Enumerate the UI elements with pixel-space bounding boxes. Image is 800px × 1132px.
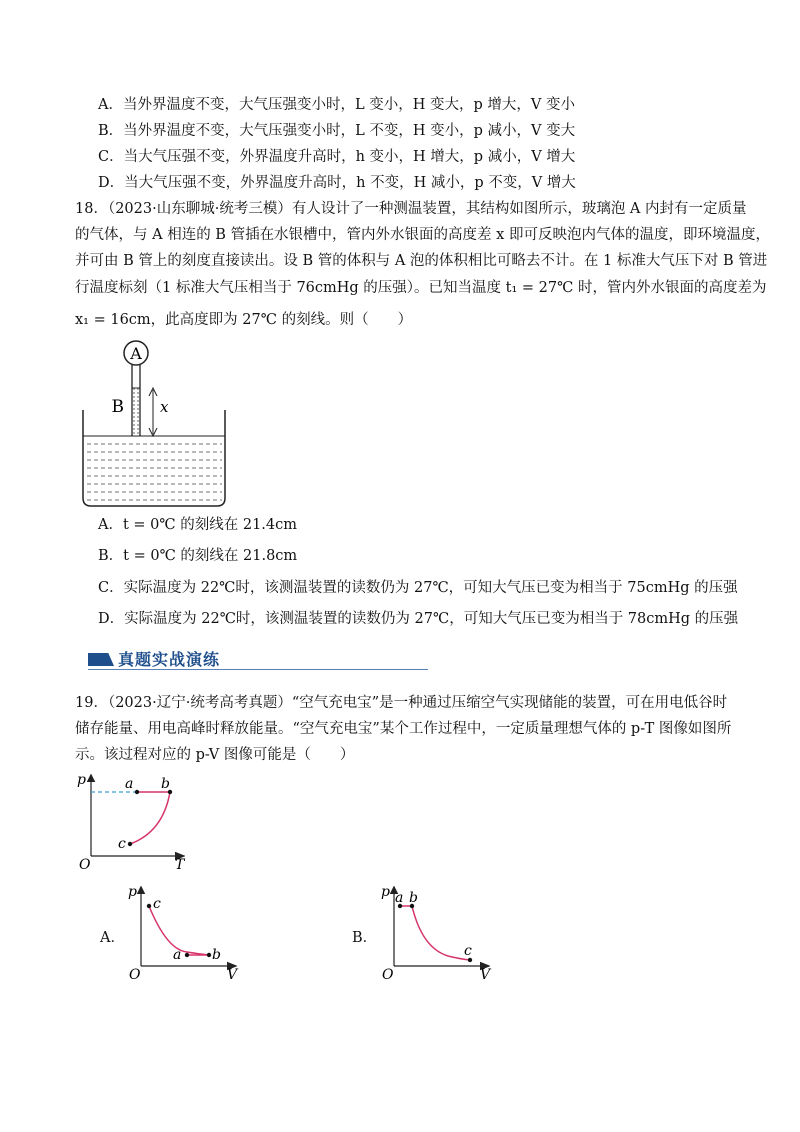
q19-option-a-graph	[125, 882, 245, 982]
q18-option-d: D．实际温度为 22℃时，该测温装置的读数仍为 27℃，可知大气压已变为相当于 78cmHg 的压强	[98, 611, 739, 627]
tube-b-label: B	[111, 397, 124, 417]
q18-stem-line-2: 的气体，与 A 相连的 B 管插在水银槽中，管内外水银面的高度差 x 即可反映泡内气体的温度，即环境温度，	[75, 227, 770, 243]
b-label-c: c	[464, 943, 472, 959]
a-y-label: p	[128, 884, 137, 900]
section-header-rule	[88, 669, 428, 670]
q18-stem-line-3: 并可由 B 管上的刻度直接读出。设 B 管的体积与 A 泡的体积相比可略去不计。在 1 标准大气压下对 B 管进	[75, 253, 768, 269]
q19-option-a-label: A．	[100, 930, 125, 946]
pt-x-label: T	[175, 857, 185, 870]
b-label-b: b	[409, 890, 418, 906]
q17-option-b: B．当外界温度不变，大气压强变小时，L 不变，H 变小，p 减小，V 变大	[98, 123, 576, 139]
pt-label-b: b	[161, 776, 170, 792]
b-origin-label: O	[382, 967, 394, 982]
a-point-c	[147, 904, 151, 908]
q18-option-c: C．实际温度为 22℃时，该测温装置的读数仍为 27℃，可知大气压已变为相当于 75cmHg 的压强	[98, 580, 738, 596]
mercury-in-tube	[134, 388, 138, 436]
q17-option-a: A．当外界温度不变，大气压强变小时，L 变小，H 变大，p 增大，V 变小	[98, 97, 575, 113]
pt-curve-cb	[130, 792, 170, 844]
q18-option-a: A．t = 0℃ 的刻线在 21.4cm	[98, 517, 297, 533]
pt-label-a: a	[125, 776, 134, 792]
height-label: x	[160, 398, 169, 416]
q19-stem-line-3: 示。该过程对应的 p-V 图像可能是（ ）	[75, 747, 355, 763]
b-curve	[412, 906, 470, 960]
section-title: 真题实战演练	[118, 650, 221, 669]
section-header	[88, 650, 428, 670]
b-y-label: p	[381, 884, 390, 900]
q18-option-b: B．t = 0℃ 的刻线在 21.8cm	[98, 548, 298, 564]
a-point-a	[185, 953, 189, 957]
q19-stem-line-1: 19．（2023·辽宁·统考高考真题）“空气充电宝”是一种通过压缩空气实现储能的装置，可在用电低谷时	[75, 695, 728, 711]
q17-option-c: C．当大气压强不变，外界温度升高时，h 变小，H 增大，p 减小，V 增大	[98, 149, 576, 165]
a-x-label: V	[227, 967, 238, 982]
a-label-c: c	[153, 896, 161, 912]
q19-option-b-label: B．	[352, 930, 378, 946]
q18-stem-line-1: 18．（2023·山东聊城·统考三模）有人设计了一种测温装置，其结构如图所示，玻璃泡 A 内封有一定质量	[75, 201, 747, 217]
q18-stem-line-5: x₁ = 16cm，此高度即为 27℃ 的刻线。则（ ）	[75, 312, 413, 328]
bulb-a-label: A	[130, 344, 142, 363]
q19-stem-line-2: 储存能量、用电高峰时释放能量。“空气充电宝”某个工作过程中，一定质量理想气体的 p-T 图像如图所	[75, 721, 732, 737]
b-x-label: V	[480, 967, 491, 982]
a-label-a: a	[173, 947, 182, 963]
pt-y-label: p	[77, 772, 86, 788]
q17-option-d: D．当大气压强不变，外界温度升高时，h 不变，H 减小，p 不变，V 增大	[98, 175, 576, 191]
q19-option-b-graph	[378, 882, 498, 982]
q18-stem-line-4: 行温度标刻（1 标准大气压相当于 76cmHg 的压强）。已知当温度 t₁ = 27℃ 时，管内外水银面的高度差为	[75, 280, 767, 296]
pt-point-c	[128, 842, 132, 846]
section-header-marker	[88, 653, 114, 666]
q19-pt-graph	[75, 770, 195, 870]
b-label-a: a	[395, 890, 404, 906]
mercury-hatching	[87, 444, 222, 500]
q18-device-figure	[75, 338, 235, 510]
a-origin-label: O	[129, 967, 141, 982]
pt-label-c: c	[118, 836, 126, 852]
a-point-b	[207, 953, 211, 957]
pt-origin-label: O	[79, 857, 91, 870]
a-label-b: b	[212, 947, 221, 963]
pt-point-a	[135, 790, 139, 794]
